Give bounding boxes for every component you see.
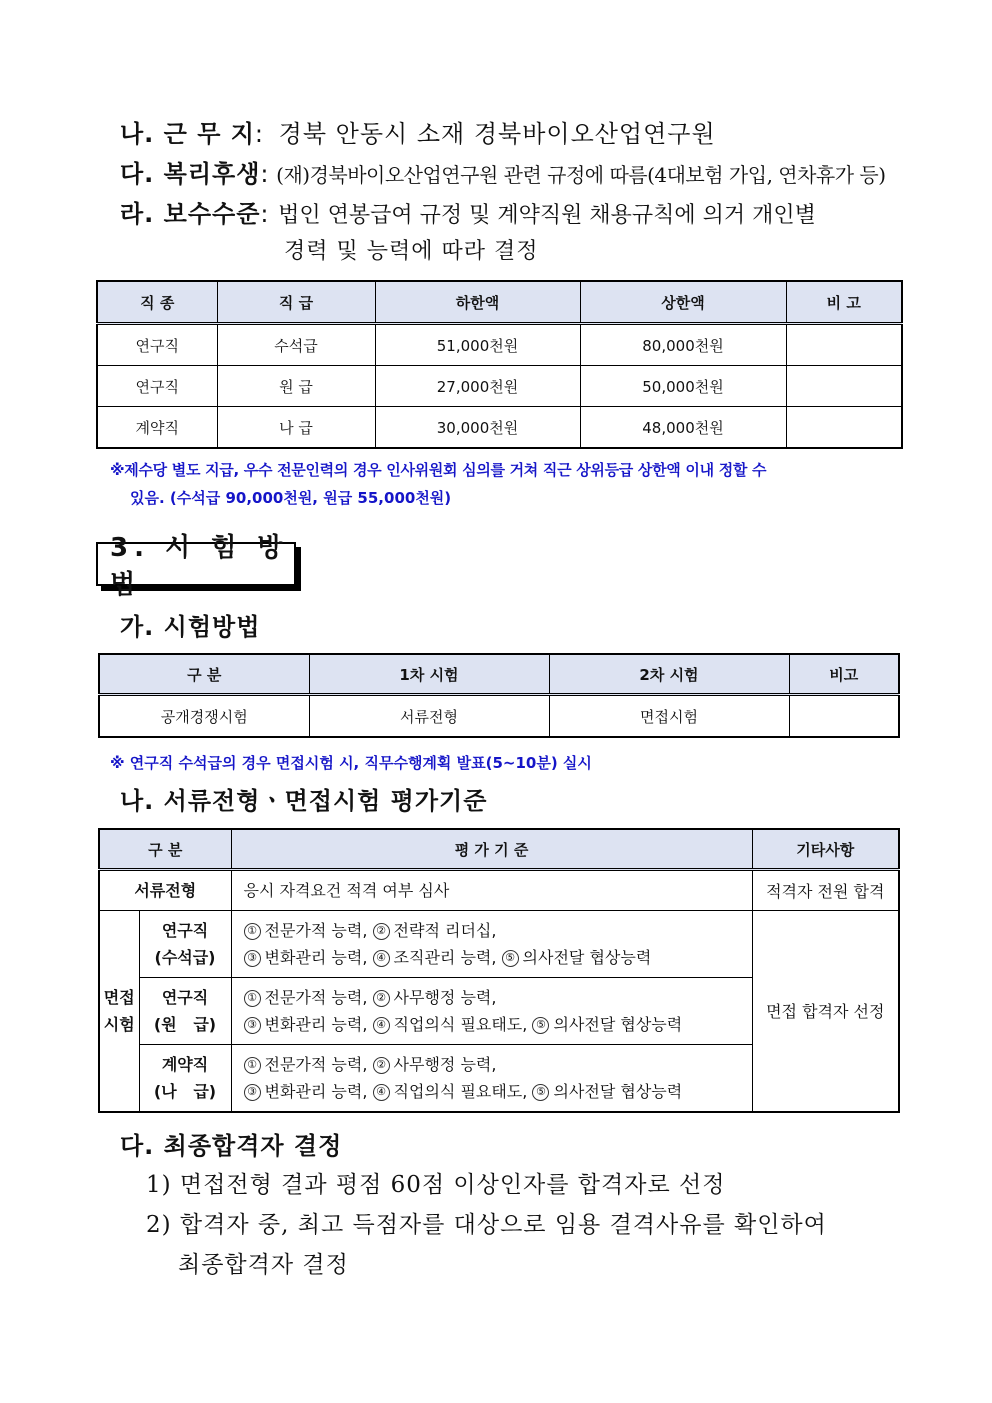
cell: 서류전형 xyxy=(309,695,549,738)
doc-screen-etc: 적격자 전원 합격 xyxy=(752,870,899,911)
cell: 면접시험 xyxy=(549,695,789,738)
interview-type-line-1: 계약직 xyxy=(161,1054,209,1074)
circled-number: ⑤ xyxy=(532,1084,549,1101)
final-item-1 xyxy=(146,1166,725,1199)
cell: 80,000천원 xyxy=(580,324,786,366)
final-item-text: 합격자 중, 최고 득점자를 대상으로 임용 결격사유를 확인하여 xyxy=(179,1212,827,1238)
doc-screen-criteria: 응시 자격요건 적격 여부 심사 xyxy=(231,870,752,911)
salary-value: 법인 연봉급여 규정 및 계약직원 채용규칙에 의거 개인별 xyxy=(278,203,816,228)
work-place-value: 경북 안동시 소재 경북바이오산업연구원 xyxy=(278,120,716,148)
circled-number: ③ xyxy=(244,950,261,967)
table-row xyxy=(99,695,899,738)
interview-type-cell xyxy=(139,911,231,978)
interview-label xyxy=(99,911,139,1112)
welfare-line xyxy=(120,154,886,189)
interview-type-cell xyxy=(139,978,231,1045)
cell xyxy=(786,366,902,407)
circled-number: ② xyxy=(373,923,390,940)
salary-label: 라. 보수수준 xyxy=(120,200,261,228)
table-row xyxy=(97,324,902,366)
circled-number: ③ xyxy=(244,1084,261,1101)
criteria-item: 변화관리 능력, xyxy=(264,1081,368,1101)
eval-header-criteria: 평 가 기 준 xyxy=(231,829,752,870)
work-place-line xyxy=(120,114,716,149)
exam-header-note: 비고 xyxy=(789,654,899,695)
eval-header-type: 구 분 xyxy=(99,829,231,870)
criteria-item: 전문가적 능력, xyxy=(264,921,368,940)
cell: 27,000천원 xyxy=(375,366,580,407)
cell xyxy=(786,407,902,449)
interview-type-line-1: 연구직 xyxy=(161,921,209,940)
salary-table xyxy=(96,280,903,449)
final-item-number: 2) xyxy=(146,1212,172,1238)
cell: 공개경쟁시험 xyxy=(99,695,309,738)
doc-screen-label: 서류전형 xyxy=(99,870,231,911)
welfare-sep: : xyxy=(260,160,269,188)
circled-number: ① xyxy=(244,1057,261,1074)
final-item-number: 1) xyxy=(146,1172,172,1198)
interview-type-line-1: 연구직 xyxy=(161,988,209,1007)
salary-line xyxy=(120,194,816,229)
subsection-b-title: 나. 서류전형ㆍ면접시험 평가기준 xyxy=(120,787,488,815)
salary-note-2: 있음. (수석급 90,000천원, 원급 55,000천원) xyxy=(130,489,452,507)
criteria-item: 전략적 리더십, xyxy=(393,921,497,940)
interview-criteria-cell xyxy=(231,978,752,1045)
subsection-c-title: 다. 최종합격자 결정 xyxy=(120,1132,343,1160)
cell: 원 급 xyxy=(217,366,375,407)
circled-number: ① xyxy=(244,923,261,940)
cell: 48,000천원 xyxy=(580,407,786,449)
salary-header-job: 직 종 xyxy=(97,281,217,324)
interview-type-line-2: (나 급) xyxy=(153,1081,217,1101)
salary-header-note: 비 고 xyxy=(786,281,902,324)
interview-etc: 면접 합격자 선정 xyxy=(752,911,899,1112)
final-item-text: 면접전형 결과 평점 60점 이상인자를 합격자로 선정 xyxy=(179,1172,726,1198)
welfare-value: (재)경북바이오산업연구원 관련 규정에 따름(4대보험 가입, 연차휴가 등) xyxy=(276,163,886,187)
eval-header-etc: 기타사항 xyxy=(752,829,899,870)
interview-type-line-2: (원 급) xyxy=(153,1015,217,1034)
table-row xyxy=(99,911,899,978)
criteria-item: 전문가적 능력, xyxy=(264,1054,368,1074)
circled-number: ④ xyxy=(373,950,390,967)
criteria-item: 변화관리 능력, xyxy=(264,948,368,967)
cell: 나 급 xyxy=(217,407,375,449)
circled-number: ③ xyxy=(244,1017,261,1034)
exam-header-second: 2차 시험 xyxy=(549,654,789,695)
subsection-a-title: 가. 시험방법 xyxy=(120,613,261,641)
table-row xyxy=(97,366,902,407)
criteria-item: 사무행정 능력, xyxy=(393,1054,497,1074)
salary-sep: : xyxy=(260,200,270,228)
exam-table xyxy=(98,653,900,738)
circled-number: ⑤ xyxy=(502,950,519,967)
salary-note-1: ※제수당 별도 지급, 우수 전문인력의 경우 인사위원회 심의를 거쳐 직근 상위등급 상한액 이내 정할 수 xyxy=(110,461,767,479)
interview-label-line-2: 시험 xyxy=(103,1014,135,1034)
welfare-label: 다. 복리후생 xyxy=(120,160,261,188)
criteria-item: 직업의식 필요태도, xyxy=(393,1015,528,1034)
cell: 연구직 xyxy=(97,324,217,366)
criteria-item: 전문가적 능력, xyxy=(264,988,368,1007)
salary-value-cont: 경력 및 능력에 따라 결정 xyxy=(284,239,539,264)
table-row xyxy=(99,870,899,911)
cell xyxy=(786,324,902,366)
final-item-2 xyxy=(146,1206,827,1239)
circled-number: ④ xyxy=(373,1084,390,1101)
section-title: 3. 시 험 방 법 xyxy=(96,542,296,586)
work-place-label: 나. 근 무 지 xyxy=(120,120,255,148)
exam-note: ※ 연구직 수석급의 경우 면접시험 시, 직무수행계획 발표(5~10분) 실시 xyxy=(110,754,592,772)
salary-header-max: 상한액 xyxy=(580,281,786,324)
circled-number: ② xyxy=(373,990,390,1007)
cell: 50,000천원 xyxy=(580,366,786,407)
cell xyxy=(789,695,899,738)
criteria-item: 변화관리 능력, xyxy=(264,1015,368,1034)
exam-header-first: 1차 시험 xyxy=(309,654,549,695)
exam-header-type: 구 분 xyxy=(99,654,309,695)
criteria-item: 직업의식 필요태도, xyxy=(393,1081,528,1101)
criteria-item: 사무행정 능력, xyxy=(393,988,497,1007)
circled-number: ④ xyxy=(373,1017,390,1034)
cell: 51,000천원 xyxy=(375,324,580,366)
cell: 연구직 xyxy=(97,366,217,407)
table-row xyxy=(97,407,902,449)
interview-type-line-2: (수석급) xyxy=(154,948,216,967)
evaluation-table xyxy=(98,828,900,1113)
circled-number: ② xyxy=(373,1057,390,1074)
cell: 30,000천원 xyxy=(375,407,580,449)
cell: 계약직 xyxy=(97,407,217,449)
criteria-item: 의사전달 협상능력 xyxy=(522,948,652,967)
cell: 수석급 xyxy=(217,324,375,366)
circled-number: ⑤ xyxy=(532,1017,549,1034)
criteria-item: 의사전달 협상능력 xyxy=(553,1081,683,1101)
interview-label-line-1: 면접 xyxy=(103,987,135,1007)
final-item-2-cont: 최종합격자 결정 xyxy=(178,1252,349,1278)
criteria-item: 의사전달 협상능력 xyxy=(553,1015,683,1034)
interview-criteria-cell xyxy=(231,1045,752,1112)
salary-header-grade: 직 급 xyxy=(217,281,375,324)
interview-criteria-cell xyxy=(231,911,752,978)
work-place-sep: : xyxy=(254,120,265,148)
circled-number: ① xyxy=(244,990,261,1007)
salary-header-min: 하한액 xyxy=(375,281,580,324)
criteria-item: 조직관리 능력, xyxy=(393,948,497,967)
interview-type-cell xyxy=(139,1045,231,1112)
